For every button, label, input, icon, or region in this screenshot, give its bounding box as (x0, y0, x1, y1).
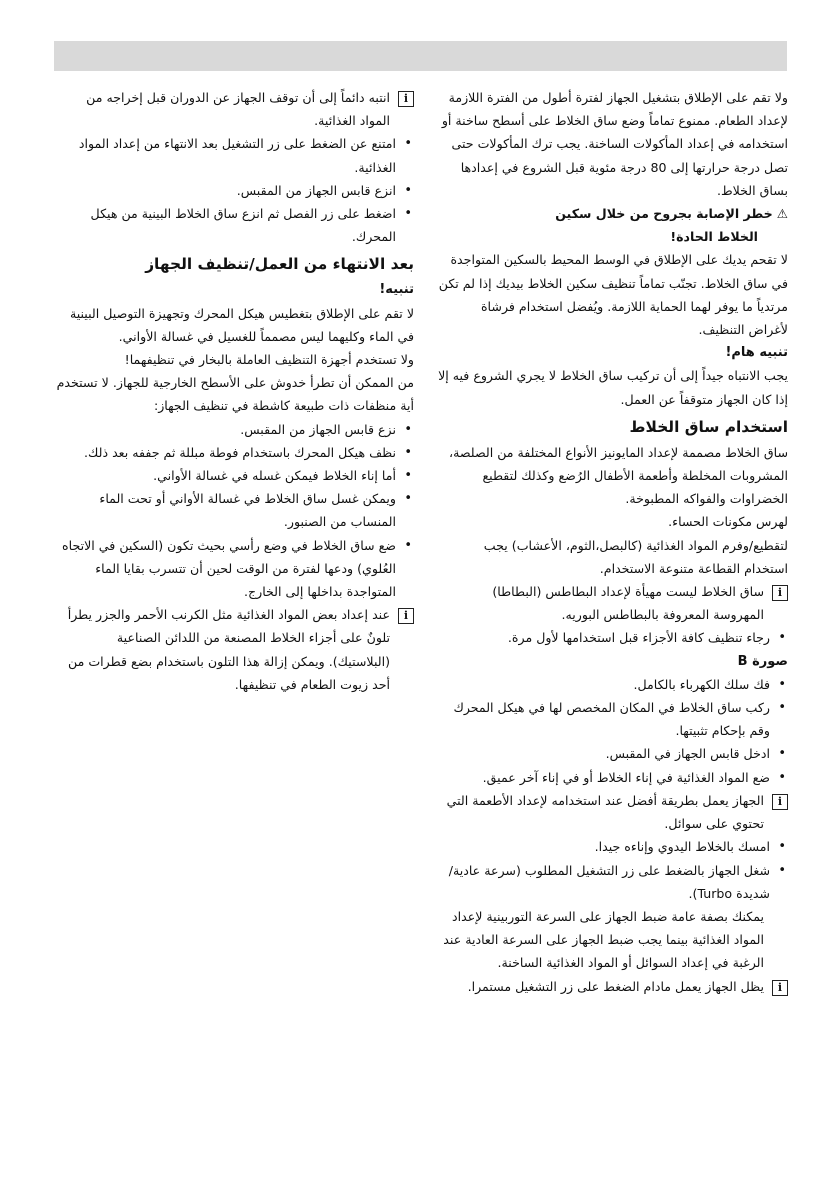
list-item: • ركب ساق الخلاط في المكان المخصص لها في هيكل المحرك وقم بإحكام تثبيتها. (438, 696, 770, 742)
speed-text: يمكنك بصفة عامة ضبط الجهاز على السرعة التوربينية لإعداد المواد الغذائية بينما يجب ضبط الجهاز على السرعة العادية عند الرغبة في إعداد السوائل أو المواد الغذائية الساخنة. (443, 908, 764, 971)
section-paragraph-3: لتقطيع/وفرم المواد الغذائية (كالبصل،الثوم، الأعشاب) يجب استخدام القطاعة متنوعة الاستخدام. (483, 537, 788, 576)
important-text: يجب الانتباه جيداً إلى أن تركيب ساق الخلاط لا يجري الشروع فيه إلا إذا كان الجهاز متوقفاً عن العمل. (438, 368, 788, 407)
list-item: • نزع قابس الجهاز من المقبس. (56, 418, 396, 441)
info-icon: i (398, 91, 414, 107)
info-note (438, 580, 788, 626)
list-item: • نظف هيكل المحرك باستخدام فوطة مبللة ثم جففه بعد ذلك. (56, 441, 396, 464)
section-paragraph-1: ساق الخلاط مصممة لإعداد المايونيز الأنواع المختلفة من الصلصة، المشروبات المخلطة وأطعمة الأطفال الرُضع وكذلك لتقطيع الخضراوات والفواكه المطبوخة. (449, 444, 788, 507)
important-title: تنبيه هام! (725, 345, 788, 361)
left-column (56, 86, 414, 696)
section-paragraph-2: لهرس مكونات الحساء. (668, 514, 788, 530)
bullet-list (56, 132, 414, 248)
info-icon: i (772, 585, 788, 601)
list-item: • أما إناء الخلاط فيمكن غسله في غسالة الأواني. (56, 464, 396, 487)
info-note-text: يظل الجهاز يعمل مادام الضغط على زر التشغيل مستمرا. (467, 978, 764, 994)
warning-title (438, 202, 788, 225)
bullet-list (438, 626, 788, 649)
warning-title-text: خطر الإصابة بجروح من خلال سكين (555, 206, 773, 222)
list-item: • انزع قابس الجهاز من المقبس. (56, 179, 396, 202)
warning-text: لا تقحم يديك على الإطلاق في الوسط المحيط بالسكين المتواجدة في ساق الخلاط. تجنّب تماماً تنظيف سكين الخلاط بيديك إذا لم تكن مرتدياً ما يوفر لهما الحماية اللازمة. ويُفضل استخدام فرشاة لأغراض التنظيف. (438, 252, 788, 338)
info-note (438, 975, 788, 998)
caution-paragraph-3: من الممكن أن تطرأ خدوش على الأسطح الخارجية للجهاز. لا تستخدم أية منظفات ذات طبيعة كاشطة في تنظيف الجهاز: (56, 375, 414, 414)
cleaning-list (56, 418, 414, 604)
caution-paragraph-1: لا تقم على الإطلاق بتغطيس هيكل المحرك وتجهيزة التوصيل البينية في الماء وكليهما ليس مصمماً للغسيل في غسالة الأواني. (69, 305, 414, 344)
info-note (438, 789, 788, 835)
info-note (56, 603, 414, 696)
right-column (438, 86, 788, 998)
info-note-text: انتبه دائماً إلى أن توقف الجهاز عن الدوران قبل إخراجه من المواد الغذائية. (86, 90, 390, 129)
list-item: • شغل الجهاز بالضغط على زر التشغيل المطلوب (سرعة عادية/شديدة Turbo). (438, 859, 770, 905)
list-item: • ويمكن غسل ساق الخلاط في غسالة الأواني أو تحت الماء المنساب من الصنبور. (56, 487, 396, 533)
list-item: • ضع ساق الخلاط في وضع رأسي بحيث تكون (السكين في الاتجاه العُلوي) ودعها لفترة من الوقت لحين أن تتسرب بقايا الماء المتواجدة بداخلها إلى الخارج. (56, 534, 396, 604)
caution-title: تنبيه! (379, 282, 414, 298)
list-item: • فك سلك الكهرباء بالكامل. (438, 673, 770, 696)
info-icon: i (398, 608, 414, 624)
info-note-text: عند إعداد بعض المواد الغذائية مثل الكرنب الأحمر والجزر يطرأ تلونٌ على أجزاء الخلاط المصنعة من اللدائن الصناعية (البلاستيك). ويمكن إزالة هذا التلون باستخدام بضع قطرات من أحد زيوت الطعام في تنظيفها. (67, 607, 390, 692)
warning-icon: ⚠ (776, 206, 788, 222)
info-note (56, 86, 414, 132)
section-title-blender-use: استخدام ساق الخلاط (629, 417, 788, 436)
steps-list (438, 835, 788, 905)
list-item: • ضع المواد الغذائية في إناء الخلاط أو في إناء آخر عميق. (438, 766, 770, 789)
header-bar (54, 41, 787, 71)
figure-label: صورة B (737, 653, 788, 669)
warning-title-line2: الخلاط الحادة! (670, 229, 758, 245)
list-item: • ادخل قابس الجهاز في المقبس. (438, 742, 770, 765)
list-item: • اضغط على زر الفصل ثم انزع ساق الخلاط البينية من هيكل المحرك. (56, 202, 396, 248)
list-item: • رجاء تنظيف كافة الأجزاء قبل استخدامها لأول مرة. (438, 626, 770, 649)
info-note-text: الجهاز يعمل بطريقة أفضل عند استخدامه لإعداد الأطعمة التي تحتوي على سوائل. (446, 792, 764, 832)
list-item: • امسك بالخلاط اليدوي وإناءه جيدا. (438, 835, 770, 858)
info-icon: i (772, 794, 788, 810)
info-icon: i (772, 980, 788, 996)
info-note-text: ساق الخلاط ليست مهيأة لإعداد البطاطس (البطاطا) المهروسة المعروفة بالبطاطس البوريه. (492, 584, 764, 623)
caution-paragraph-2: ولا تستخدم أجهزة التنظيف العاملة بالبخار في تنظيفهما! (124, 352, 414, 368)
steps-list (438, 673, 788, 789)
section-title-cleaning: بعد الانتهاء من العمل/تنظيف الجهاز (145, 255, 414, 274)
list-item: • امتنع عن الضغط على زر التشغيل بعد الانتهاء من إعداد المواد الغذائية. (56, 132, 396, 178)
intro-paragraph: ولا تقم على الإطلاق بتشغيل الجهاز لفترة أطول من الفترة اللازمة لإعداد الطعام. ممنوع تماماً وضع ساق الخلاط على أسطح ساخنة أو استخدامه في إعداد المأكولات الساخنة. يجب ترك المأكولات حتى تصل درجة حرارتها إلى 80 درجة مئوية قبل الشروع في إعدادها بساق الخلاط. (441, 90, 788, 198)
